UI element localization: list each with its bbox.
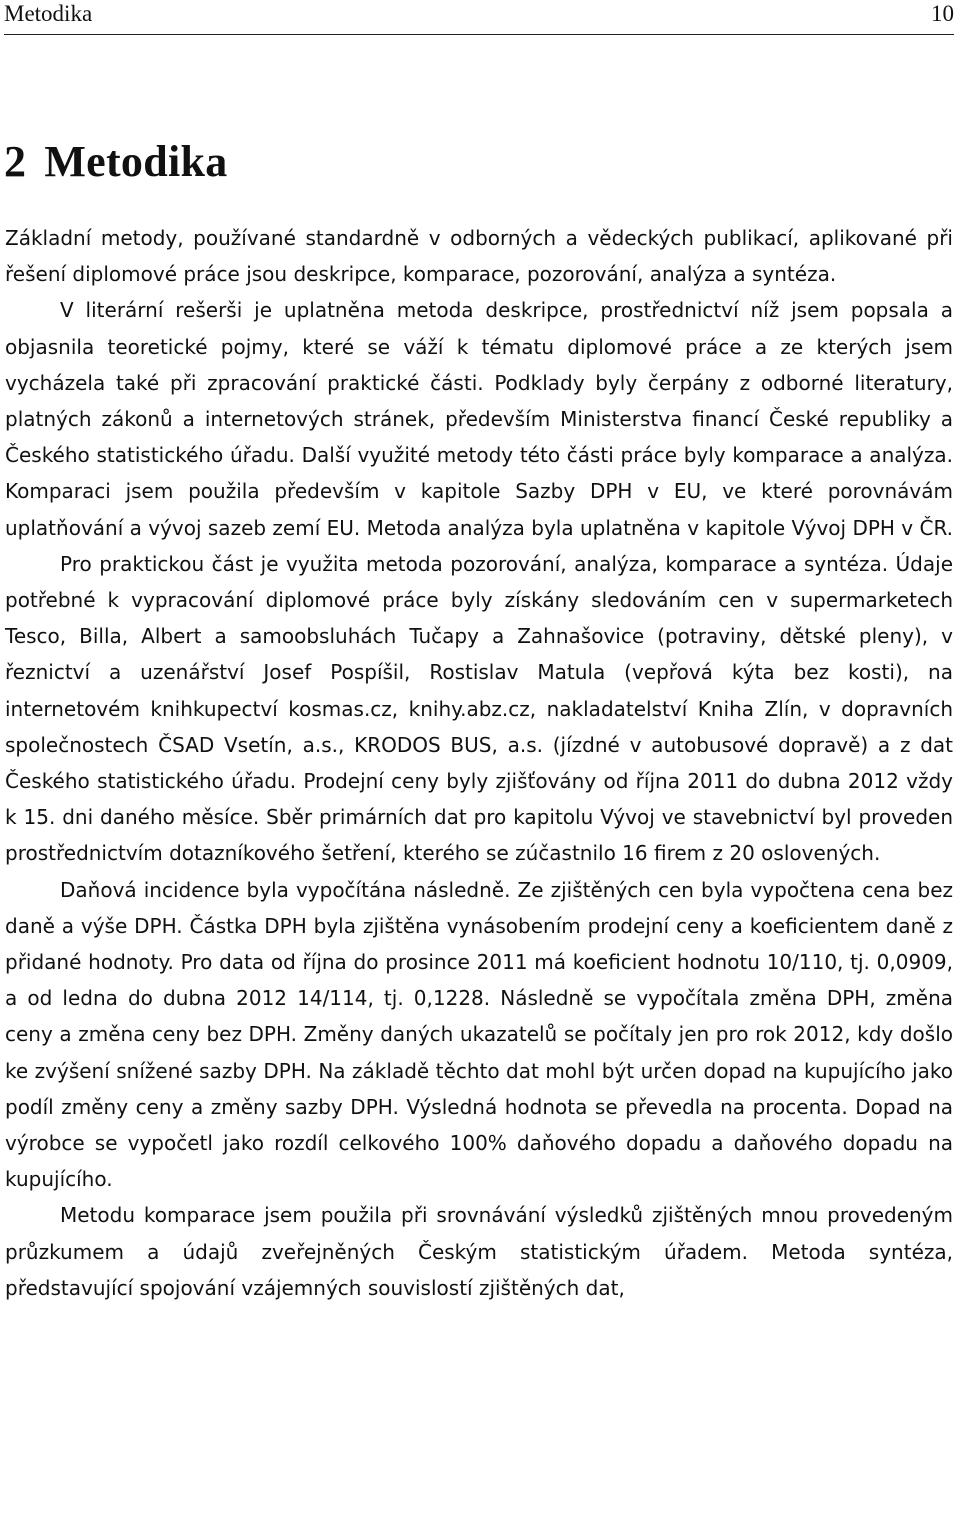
paragraph: Metodu komparace jsem použila při srovnávání výsledků zjištěných mnou provedeným průzkumem a údajů zveřejněných Českým statistickým úřadem. Metoda syntéza, představující spojování vzájemných souvislostí zjištěných dat, [5, 1203, 953, 1300]
running-header-title: Metodika [4, 1, 93, 26]
chapter-title: Metodika [44, 137, 228, 186]
page-header [4, 0, 954, 35]
paragraph: Daňová incidence byla vypočítána následně. Ze zjištěných cen byla vypočtena cena bez daně a výše DPH. Částka DPH byla zjištěna vynásobením prodejní ceny a koeficientem daně z přidané hodnoty. Pro data od října do prosince 2011 má koeficient hodnotu 10/110, tj. 0,0909, a od ledna do dubna 2012 14/114, tj. 0,1228. Následně se vypočítala změna DPH, změna ceny a změna ceny bez DPH. Změny daných ukazatelů se počítaly jen pro rok 2012, kdy došlo ke zvýšení snížené sazby DPH. Na základě těchto dat mohl být určen dopad na kupujícího jako podíl změny ceny a změny sazby DPH. Výsledná hodnota se převedla na procenta. Dopad na výrobce se vypočetl jako rozdíl celkového 100% daňového dopadu a daňového dopadu na kupujícího. [5, 877, 953, 1192]
chapter-heading [4, 136, 228, 188]
body-text [5, 220, 953, 1306]
paragraph: V literární rešerši je uplatněna metoda deskripce, prostřednictví níž jsem popsala a objasnila teoretické pojmy, které se váží k tématu diplomové práce a ze kterých jsem vycházela také při zpracování praktické části. Podklady byly čerpány z odborné literatury, platných zákonů a internetových stránek, především Ministerstva financí České republiky a Českého statistického úřadu. Další využité metody této části práce byly komparace a analýza. Komparaci jsem použila především v kapitole Sazby DPH v EU, ve které porovnávám uplatňování a vývoj sazeb zemí EU. Metoda analýza byla uplatněna v kapitole Vývoj DPH v ČR. [5, 298, 953, 540]
page-number: 10 [931, 1, 954, 26]
paragraph: Pro praktickou část je využita metoda pozorování, analýza, komparace a syntéza. Údaje potřebné k vypracování diplomové práce byly získány sledováním cen v supermarketech Tesco, Billa, Albert a samoobsluhách Tučapy a Zahnašovice (potraviny, dětské pleny), v řeznictví a uzenářství Josef Pospíšil, Rostislav Matula (vepřová kýta bez kosti), na internetovém knihkupectví kosmas.cz, knihy.abz.cz, nakladatelství Kniha Zlín, v dopravních společnostech ČSAD Vsetín, a.s., KRODOS BUS, a.s. (jízdné v autobusové dopravě) a z dat Českého statistického úřadu. Prodejní ceny byly zjišťovány od října 2011 do dubna 2012 vždy k 15. dni daného měsíce. Sběr primárních dat pro kapitolu Vývoj ve stavebnictví byl proveden prostřednictvím dotazníkového šetření, kterého se zúčastnilo 16 firem z 20 oslovených. [5, 551, 953, 866]
paragraph: Základní metody, používané standardně v odborných a vědeckých publikací, aplikované při řešení diplomové práce jsou deskripce, komparace, pozorování, analýza a syntéza. [5, 226, 953, 287]
chapter-number: 2 [4, 137, 27, 186]
